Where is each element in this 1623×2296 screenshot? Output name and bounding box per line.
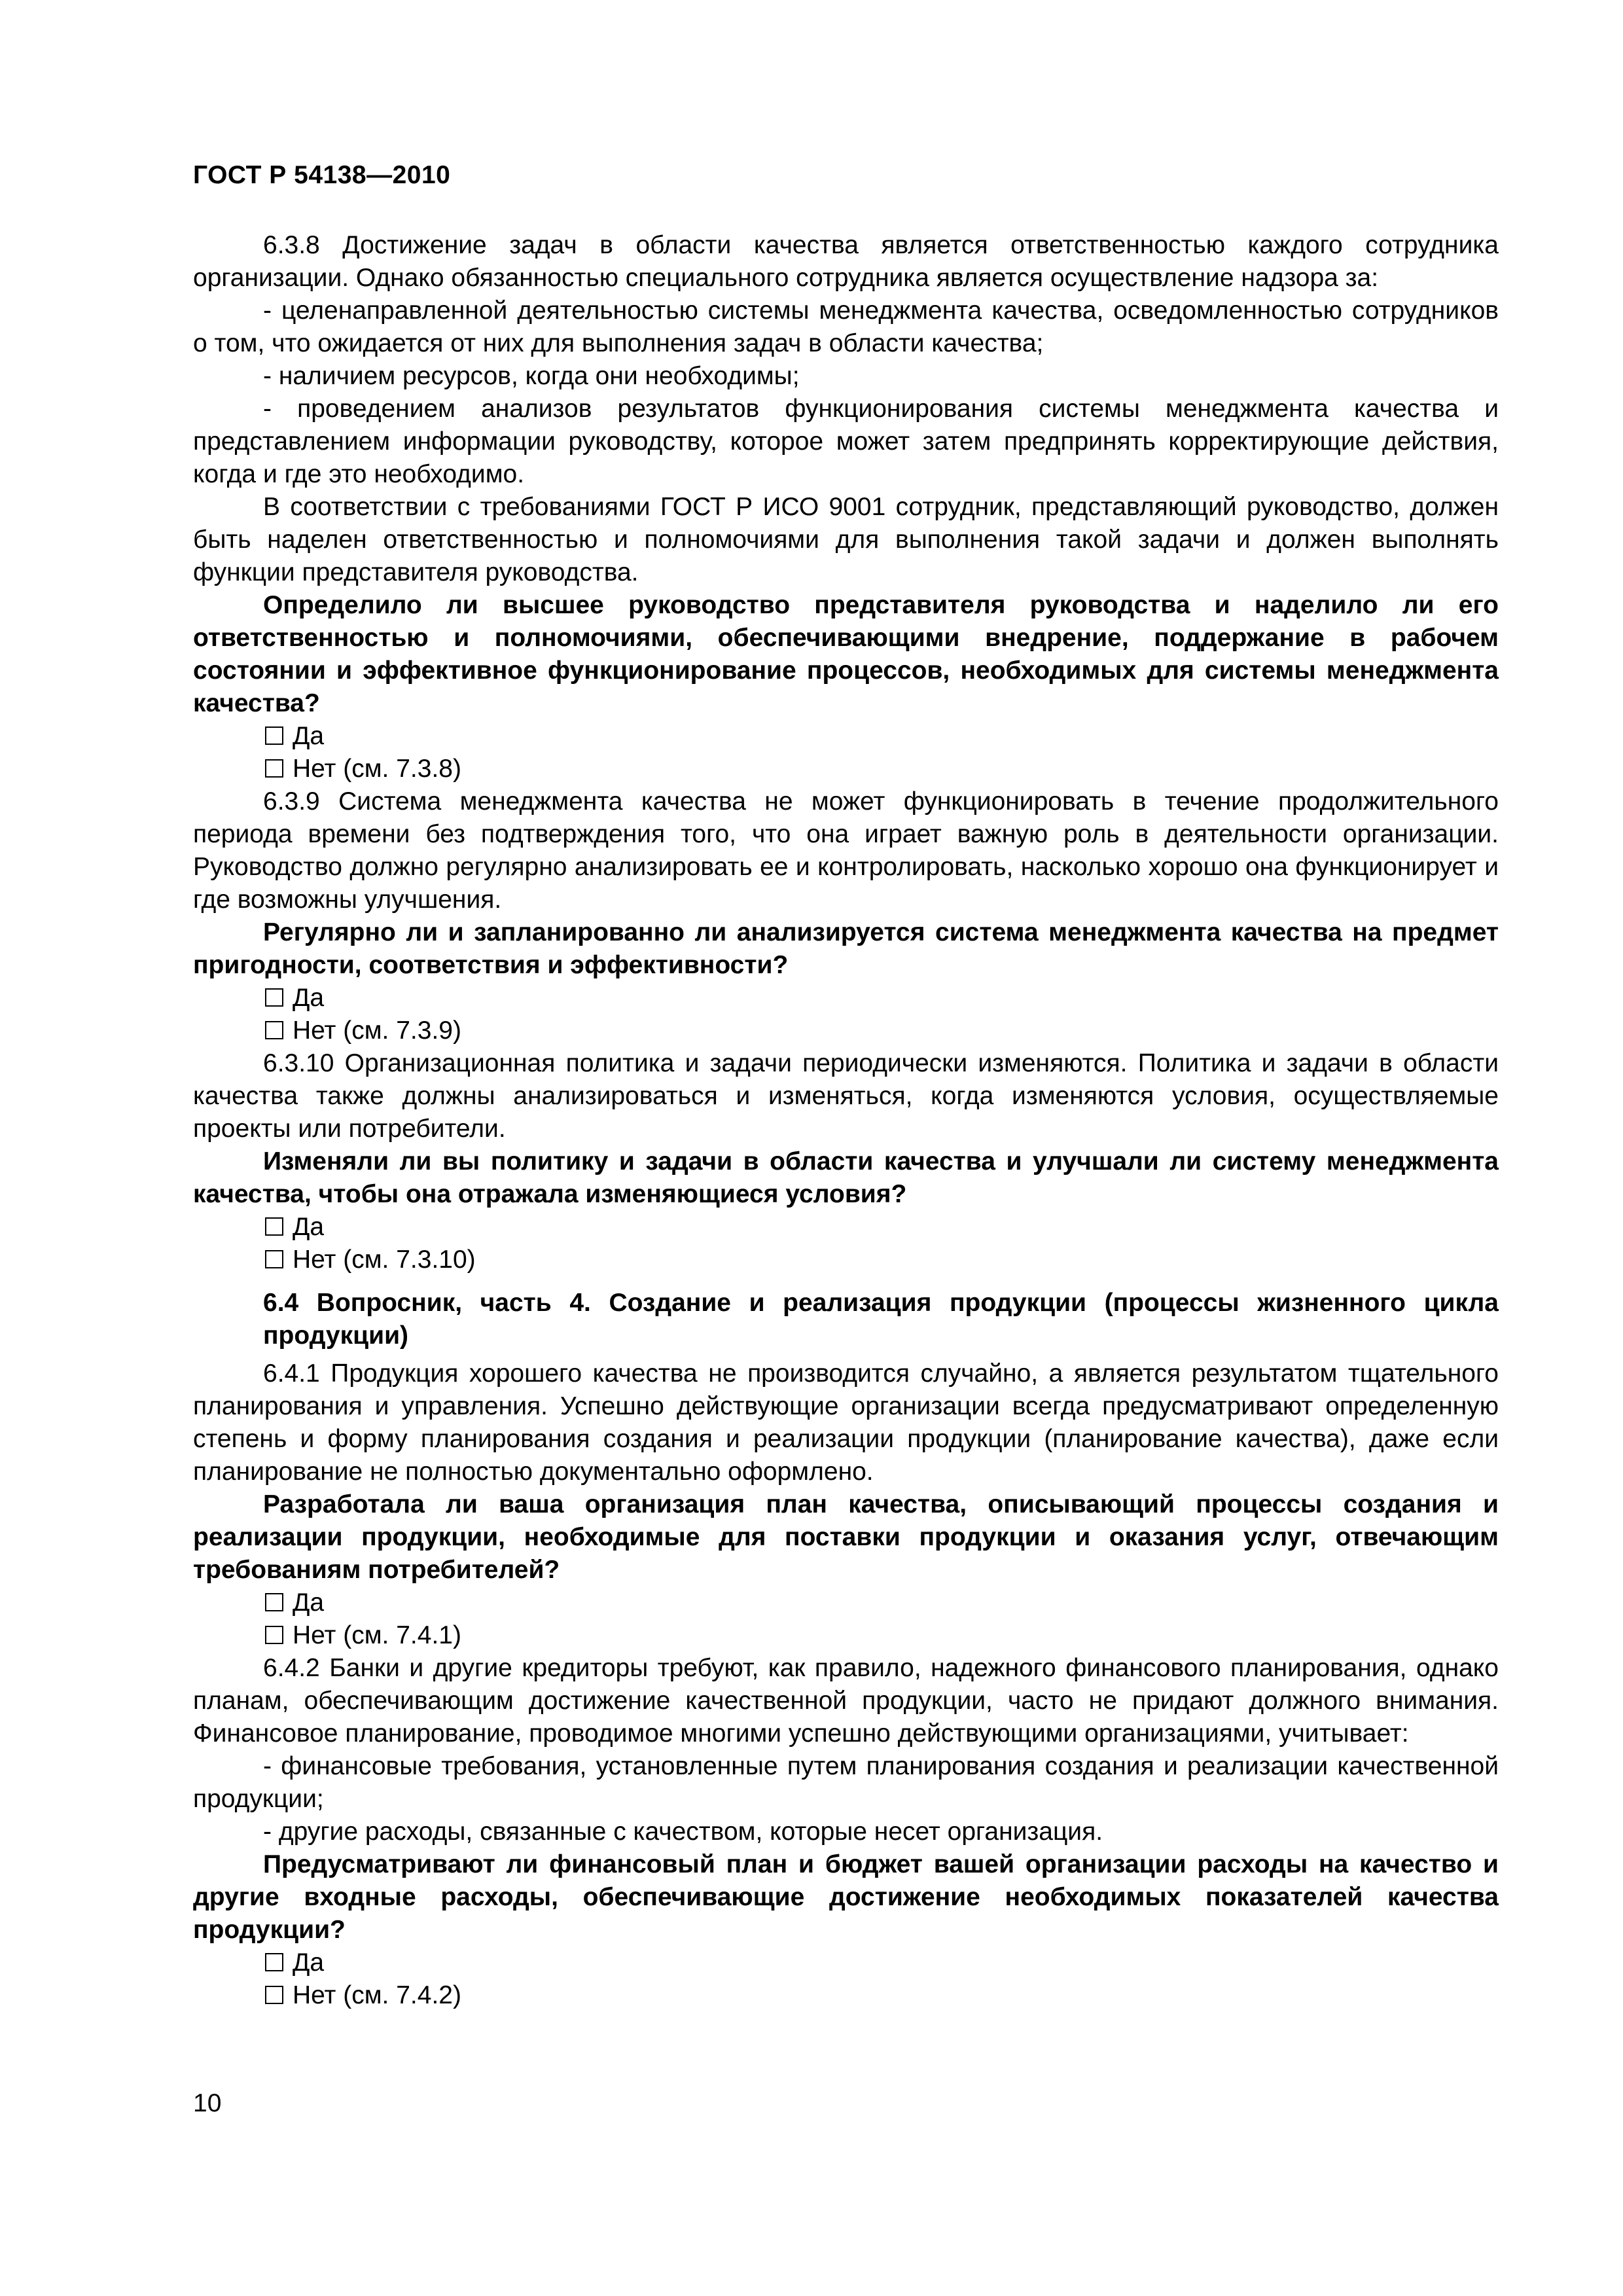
paragraph: 6.3.10 Организационная политика и задачи периодически изменяются. Политика и задачи в области качества также должны анализироваться и изменяться, когда изменяются условия, осуществляемые проекты или потребители.: [193, 1049, 1499, 1143]
answer-option: [193, 1587, 1499, 1619]
answer-label: Да: [293, 984, 325, 1012]
answer-label: Да: [293, 722, 325, 750]
checkbox-icon[interactable]: [265, 988, 283, 1007]
answer-option: [193, 1946, 1499, 1979]
answer-label: Нет (см. 7.4.1): [293, 1621, 461, 1649]
checkbox-icon[interactable]: [265, 759, 283, 778]
paragraph: 6.3.9 Система менеджмента качества не может функционировать в течение продолжительного периода времени без подтверждения того, что она играет важную роль в деятельности организации. Руководство должно регулярно анализировать ее и контролировать, насколько хорошо она функционирует и где возможны улучшения.: [193, 787, 1499, 914]
paragraph: В соответствии с требованиями ГОСТ Р ИСО 9001 сотрудник, представляющий руководство, должен быть наделен ответственностью и полномочиями для выполнения такой задачи и должен выполнять функции представителя руководства.: [193, 493, 1499, 586]
answer-label: Да: [293, 1948, 325, 1977]
list-item: - наличием ресурсов, когда они необходимы;: [263, 362, 800, 390]
question: Предусматривают ли финансовый план и бюджет вашей организации расходы на качество и другие входные расходы, обеспечивающие достижение необходимых показателей качества продукции?: [193, 1850, 1499, 1944]
question: Регулярно ли и запланированно ли анализируется система менеджмента качества на предмет пригодности, соответствия и эффективности?: [193, 918, 1499, 979]
checkbox-icon[interactable]: [265, 1250, 283, 1268]
checkbox-icon[interactable]: [265, 1217, 283, 1236]
answer-option: [193, 1014, 1499, 1047]
answer-option: [193, 1979, 1499, 2012]
document-header: ГОСТ Р 54138—2010: [193, 161, 451, 189]
checkbox-icon[interactable]: [265, 726, 283, 745]
list-item: - проведением анализов результатов функционирования системы менеджмента качества и представлением информации руководству, которое может затем предпринять корректирующие действия, когда и где это необходимо.: [193, 395, 1499, 488]
page-number: 10: [193, 2089, 222, 2117]
answer-option: [193, 1619, 1499, 1652]
section-heading: 6.4 Вопросник, часть 4. Создание и реализация продукции (процессы жизненного цикла продукции): [263, 1289, 1499, 1350]
paragraph: 6.4.2 Банки и другие кредиторы требуют, как правило, надежного финансового планирования, однако планам, обеспечивающим достижение качественной продукции, часто не придают должного внимания. Финансовое планирование, проводимое многими успешно действующими организациями, учитывает:: [193, 1654, 1499, 1748]
answer-label: Нет (см. 7.4.2): [293, 1981, 461, 2009]
document-body: [193, 229, 1499, 2012]
checkbox-icon[interactable]: [265, 1021, 283, 1039]
list-item: - финансовые требования, установленные путем планирования создания и реализации качественной продукции;: [193, 1752, 1499, 1813]
question: Разработала ли ваша организация план качества, описывающий процессы создания и реализации продукции, необходимые для поставки продукции и оказания услуг, отвечающим требованиям потребителей?: [193, 1490, 1499, 1584]
answer-label: Нет (см. 7.3.8): [293, 755, 461, 783]
checkbox-icon[interactable]: [265, 1986, 283, 2004]
paragraph: 6.3.8 Достижение задач в области качества является ответственностью каждого сотрудника организации. Однако обязанностью специального сотрудника является осуществление надзора за:: [193, 231, 1499, 292]
answer-option: [193, 1211, 1499, 1244]
answer-label: Нет (см. 7.3.10): [293, 1246, 476, 1274]
list-item: - другие расходы, связанные с качеством, которые несет организация.: [263, 1818, 1103, 1846]
list-item: - целенаправленной деятельностью системы менеджмента качества, осведомленностью сотрудников о том, что ожидается от них для выполнения задач в области качества;: [193, 296, 1499, 357]
question: Изменяли ли вы политику и задачи в области качества и улучшали ли систему менеджмента качества, чтобы она отражала изменяющиеся условия?: [193, 1147, 1499, 1208]
paragraph: 6.4.1 Продукция хорошего качества не производится случайно, а является результатом тщательного планирования и управления. Успешно действующие организации всегда предусматривают определенную степень и форму планирования создания и реализации продукции (планирование качества), даже если планирование не полностью документально оформлено.: [193, 1359, 1499, 1486]
checkbox-icon[interactable]: [265, 1626, 283, 1644]
answer-option: [193, 720, 1499, 753]
question: Определило ли высшее руководство представителя руководства и наделило ли его ответственностью и полномочиями, обеспечивающими внедрение, поддержание в рабочем состоянии и эффективное функционирование процессов, необходимых для системы менеджмента качества?: [193, 591, 1499, 717]
answer-label: Нет (см. 7.3.9): [293, 1016, 461, 1045]
answer-label: Да: [293, 1588, 325, 1617]
answer-option: [193, 753, 1499, 785]
checkbox-icon[interactable]: [265, 1953, 283, 1971]
checkbox-icon[interactable]: [265, 1593, 283, 1611]
answer-option: [193, 982, 1499, 1014]
answer-label: Да: [293, 1213, 325, 1241]
answer-option: [193, 1244, 1499, 1276]
